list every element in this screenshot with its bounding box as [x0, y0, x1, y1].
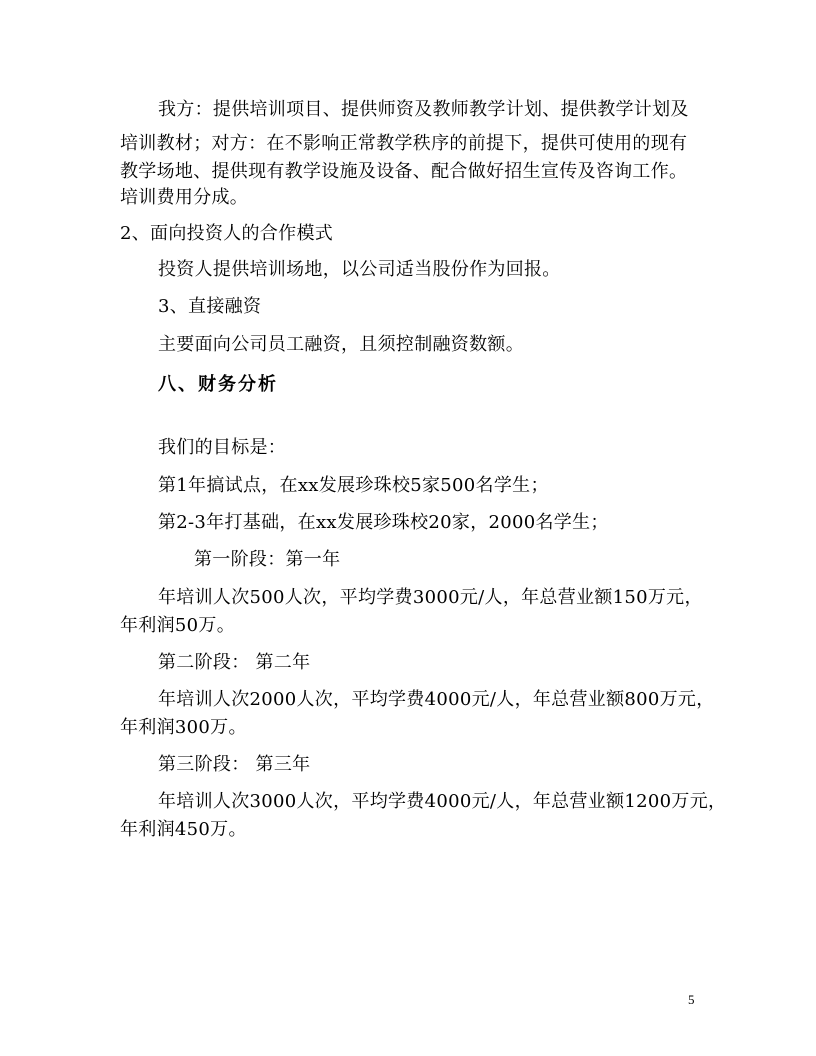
- paragraph-line: 我们的目标是：: [158, 437, 287, 458]
- paragraph-line: 培训教材；对方：在不影响正常教学秩序的前提下，提供可使用的现有: [120, 133, 688, 154]
- section-heading: 八、财务分析: [158, 374, 278, 395]
- stage-title: 第二阶段： 第二年: [158, 652, 311, 673]
- paragraph-line: 年利润450万。: [120, 819, 247, 840]
- paragraph-line: 年培训人次2000人次，平均学费4000元/人，年总营业额800万元，: [158, 689, 715, 710]
- paragraph-line: 年利润300万。: [120, 717, 247, 738]
- paragraph-line: 年培训人次3000人次，平均学费4000元/人，年总营业额1200万元，: [158, 791, 727, 812]
- paragraph-line: 年利润50万。: [120, 615, 236, 636]
- stage-title: 第一阶段：第一年: [194, 549, 341, 570]
- paragraph-line: 教学场地、提供现有教学设施及设备、配合做好招生宣传及咨询工作。: [120, 161, 688, 182]
- stage-title: 第三阶段： 第三年: [158, 754, 311, 775]
- paragraph-line: 第1年搞试点，在xx发展珍珠校5家500名学生；: [158, 475, 549, 496]
- paragraph-line: 年培训人次500人次，平均学费3000元/人，年总营业额150万元，: [158, 587, 703, 608]
- paragraph-line: 投资人提供培训场地，以公司适当股份作为回报。: [158, 259, 561, 280]
- paragraph-line: 第2-3年打基础，在xx发展珍珠校20家，2000名学生；: [158, 512, 609, 533]
- paragraph-line: 培训费用分成。: [120, 187, 249, 208]
- paragraph-line: 主要面向公司员工融资，且须控制融资数额。: [158, 334, 524, 355]
- page-number: 5: [688, 992, 695, 1007]
- section-title: 3、直接融资: [158, 296, 262, 317]
- section-title: 2、面向投资人的合作模式: [120, 223, 334, 244]
- paragraph-line: 我方：提供培训项目、提供师资及教师教学计划、提供教学计划及: [158, 99, 689, 120]
